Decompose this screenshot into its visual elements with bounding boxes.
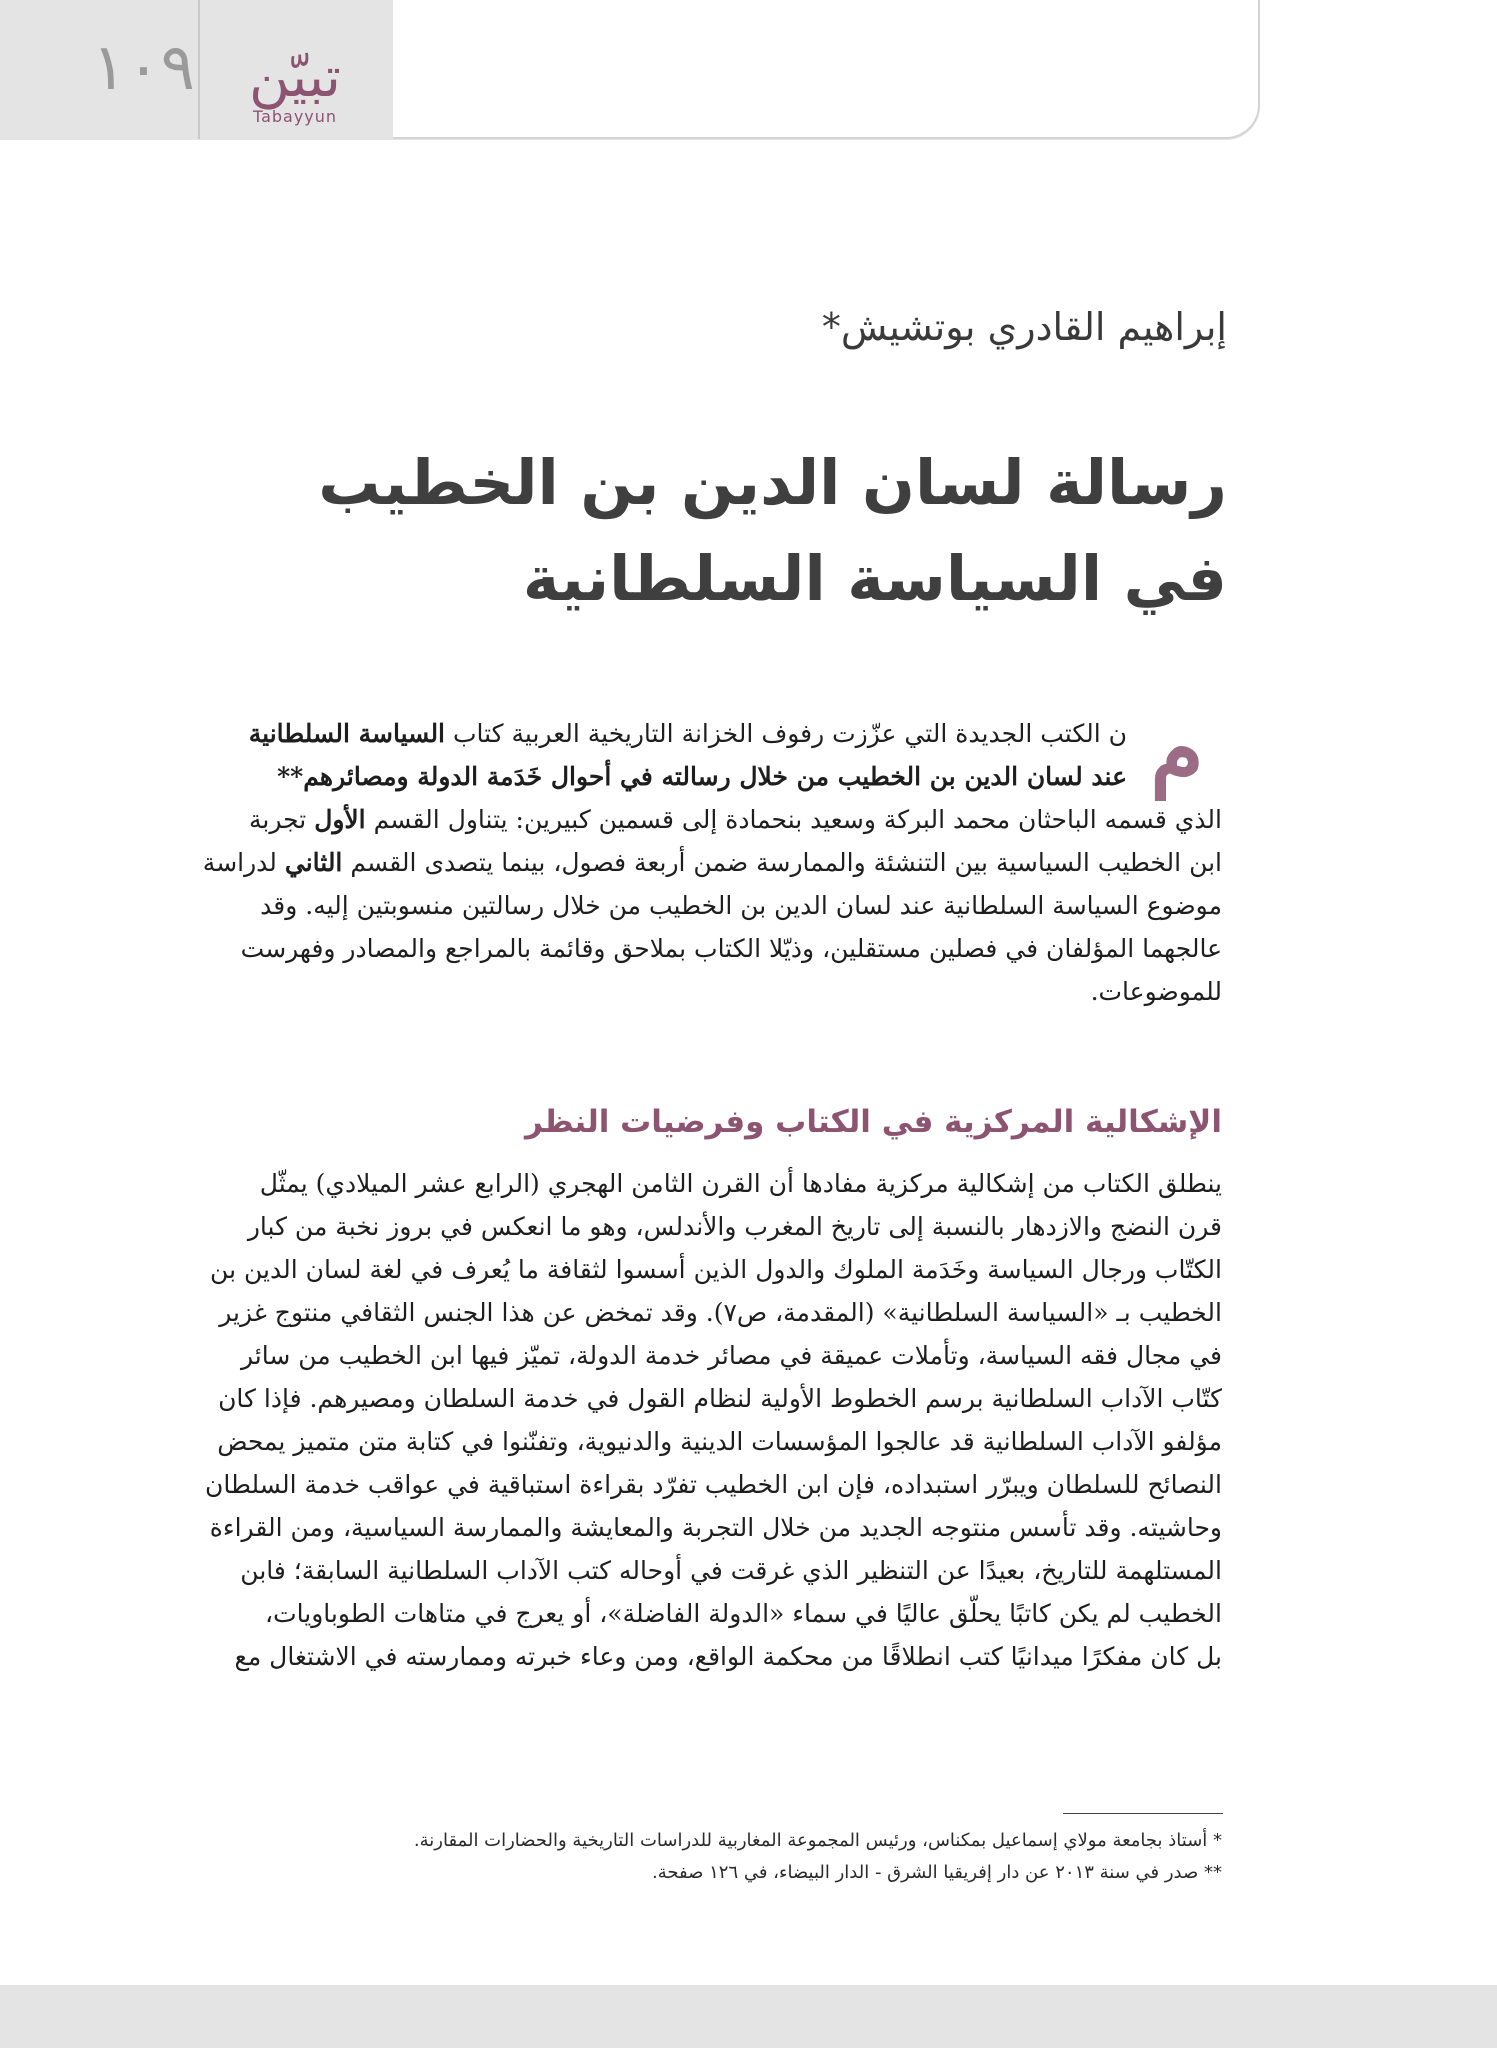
section-heading: الإشكالية المركزية في الكتاب وفرضيات النظر <box>524 1104 1222 1140</box>
text-line: مؤلفو الآداب السلطانية قد عالجوا المؤسسات الدينية والدنيوية، وتفنّنوا في كتابة متن متميز يمحض <box>217 1427 1222 1456</box>
article-title-line: في السياسة السلطانية <box>522 542 1227 615</box>
article-title <box>227 435 1227 627</box>
text-line: في مجال فقه السياسة، وتأملات عميقة في مصائر خدمة الدولة، تميّز فيها ابن الخطيب من سائر <box>240 1341 1222 1370</box>
text-line: عند لسان الدين بن الخطيب من خلال رسالته في أحوال خَدَمة الدولة ومصائرهم** <box>277 762 1127 791</box>
text-line: ن الكتب الجديدة التي عزّزت رفوف الخزانة التاريخية العربية كتاب السياسة السلطانية <box>248 719 1127 748</box>
text-line: قرن النضج والازدهار بالنسبة إلى تاريخ المغرب والأندلس، وهو ما انعكس في بروز نخبة من كبار <box>247 1212 1222 1241</box>
text-line: ينطلق الكتاب من إشكالية مركزية مفادها أن القرن الثامن الهجري (الرابع عشر الميلادي) يمثّل <box>259 1169 1222 1198</box>
footer-band <box>0 1985 1497 2048</box>
text-line: النصائح للسلطان ويبرّر استبداده، فإن ابن الخطيب تفرّد بقراءة استباقية في عواقب خدمة السلطان <box>204 1470 1222 1499</box>
text-line: الذي قسمه الباحثان محمد البركة وسعيد بنحمادة إلى قسمين كبيرين: يتناول القسم الأول تجربة <box>248 805 1222 834</box>
text-line: الخطيب بـ «السياسة السلطانية» (المقدمة، ص٧). وقد تمخض عن هذا الجنس الثقافي منتوج غزير <box>219 1298 1222 1327</box>
footnote: * أستاذ بجامعة مولاي إسماعيل بمكناس، ورئيس المجموعة المغاربية للدراسات التاريخية والحضارات المقارنة. <box>413 1830 1222 1851</box>
text-line: وحاشيته. وقد تأسس منتوجه الجديد من خلال التجربة والمعايشة والممارسة السياسية، ومن القراءة <box>209 1513 1222 1542</box>
text-line: كتّاب الآداب السلطانية برسم الخطوط الأولية لنظام القول في خدمة السلطان ومصيرهم. فإذا كان <box>218 1384 1222 1413</box>
intro-paragraph <box>122 712 1222 1013</box>
text-line: ابن الخطيب السياسية بين التنشئة والممارسة ضمن أربعة فصول، بينما يتصدى القسم الثاني لدراسة <box>202 848 1222 877</box>
article-title-line: رسالة لسان الدين بن الخطيب <box>318 446 1227 519</box>
text-line: المستلهمة للتاريخ، بعيدًا عن التنظير الذي غرقت في أوحاله كتب الآداب السلطانية السابقة؛ فابن <box>240 1556 1222 1585</box>
text-line: الكتّاب ورجال السياسة وخَدَمة الملوك والدول الذين أسسوا لثقافة ما يُعرف في لغة لسان الدين بن <box>210 1255 1222 1284</box>
footnote-rule <box>1063 1813 1223 1814</box>
header-divider <box>198 0 200 139</box>
author-name: إبراهيم القادري بوتشيش* <box>821 305 1227 349</box>
text-line: موضوع السياسة السلطانية عند لسان الدين بن الخطيب من خلال رسالتين منسوبتين إليه. وقد <box>260 891 1222 920</box>
journal-logo: تبيّن <box>248 45 341 110</box>
body-paragraph <box>122 1162 1222 1678</box>
text-line: بل كان مفكرًا ميدانيًا كتب انطلاقًا من محكمة الواقع، ومن وعاء خبرته وممارسته في الاشتغال مع <box>234 1642 1222 1671</box>
footnotes <box>222 1825 1222 1889</box>
page-number: ١٠٩ <box>91 31 195 105</box>
journal-logo-latin: Tabayyun <box>252 107 338 126</box>
text-line: الخطيب لم يكن كاتبًا يحلّق عاليًا في سماء «الدولة الفاضلة»، أو يعرج في متاهات الطوباويات، <box>265 1599 1222 1628</box>
text-line: للموضوعات. <box>1090 977 1222 1006</box>
footnote: ** صدر في سنة ٢٠١٣ عن دار إفريقيا الشرق - الدار البيضاء، في ١٢٦ صفحة. <box>652 1862 1222 1883</box>
dropcap: م <box>1150 699 1204 800</box>
header-panel <box>393 0 1260 139</box>
text-line: عالجهما المؤلفان في فصلين مستقلين، وذيّلا الكتاب بملاحق وقائمة بالمراجع والمصادر وفهرست <box>240 934 1222 963</box>
